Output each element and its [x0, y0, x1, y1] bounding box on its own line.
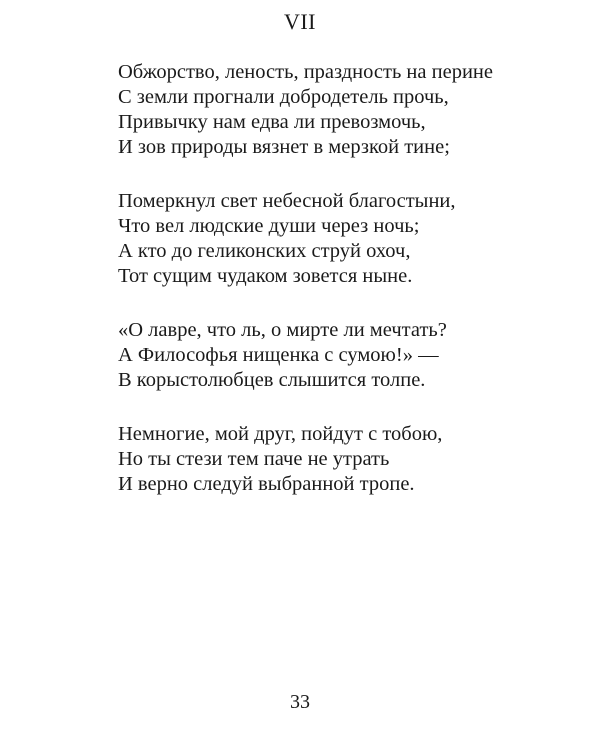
stanza: [118, 189, 578, 289]
poem-number-heading: VII: [283, 9, 317, 34]
poem-line: А кто до геликонских струй охоч,: [118, 240, 411, 262]
poem-line: Что вел людские души через ночь;: [118, 215, 420, 237]
poem-line: А Философья нищенка с сумою!» —: [118, 344, 439, 366]
poem-line: С земли прогнали добродетель прочь,: [118, 86, 449, 108]
poem-line: В корыстолюбцев слышится толпе.: [118, 369, 426, 391]
poem-line: И верно следуй выбранной тропе.: [118, 473, 415, 495]
poem-line: «О лавре, что ль, о мирте ли мечтать?: [118, 319, 447, 341]
poem-body: [118, 60, 578, 526]
stanza: [118, 60, 578, 160]
poem-line: Обжорство, леность, праздность на перине: [118, 61, 493, 83]
poem-line: Померкнул свет небесной благостыни,: [118, 190, 456, 212]
page-number: 33: [290, 691, 310, 713]
poem-line: Привычку нам едва ли превозмочь,: [118, 111, 426, 133]
stanza: [118, 422, 578, 497]
poem-line: Немногие, мой друг, пойдут с тобою,: [118, 423, 443, 445]
poem-line: Но ты стези тем паче не утрать: [118, 448, 390, 470]
poem-line: И зов природы вязнет в мерзкой тине;: [118, 136, 450, 158]
stanza: [118, 318, 578, 393]
poem-line: Тот сущим чудаком зовется ныне.: [118, 265, 413, 287]
